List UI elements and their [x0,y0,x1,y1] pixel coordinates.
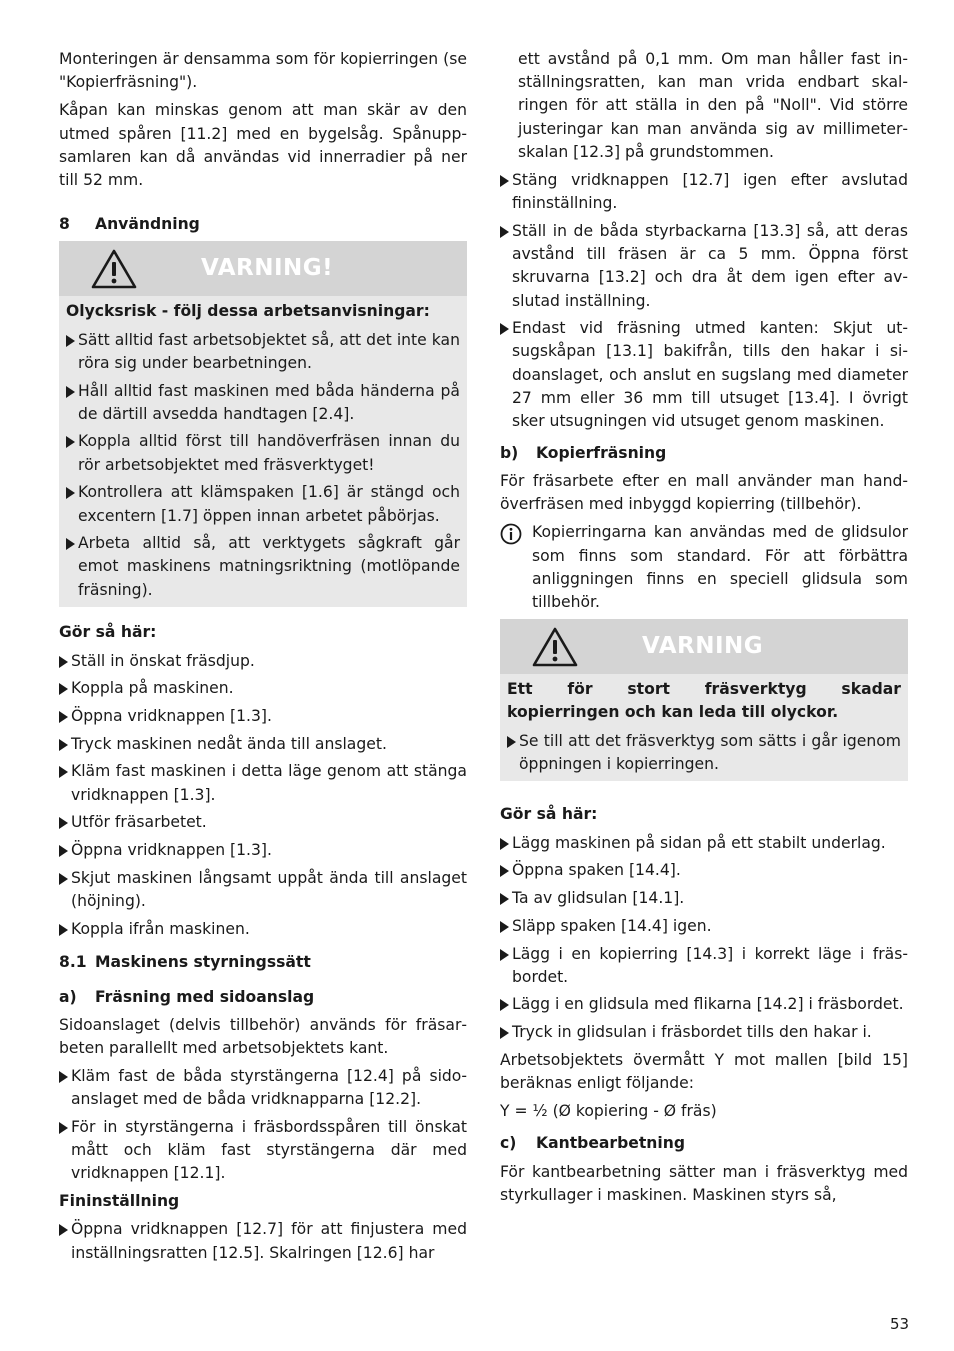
bullet-arrow-icon [66,538,75,550]
subsection-title: Kantbearbetning [536,1134,686,1153]
howto-item: Öppna vridknappen [1.3]. [59,839,467,862]
list-item: Ställ in de båda styrbackarna [13.3] så, att deras avstånd till fräsen är ca 5 mm. Öppna först skruvarna [13.2] och dra åt dem igen efter avslutad inställning. [500,220,908,313]
howto-item: Ställ in önskat fräsdjup. [59,650,467,673]
warning-box-left [59,241,467,607]
info-icon [500,523,522,545]
bullet-arrow-icon [66,335,75,347]
howto-item: Koppla ifrån maskinen. [59,918,467,941]
warning-title: VARNING [642,633,764,660]
howto-item: Kläm fast maskinen i detta läge genom att stänga vridknappen [1.3]. [59,760,467,806]
bullet-arrow-icon [500,323,509,335]
subsection-letter: b) [500,443,519,462]
bullet-arrow-icon [500,921,509,933]
fine-adjustment-heading: Fininställning [59,1192,180,1211]
warning-triangle-icon [532,627,578,667]
warning-box-right [500,619,908,781]
calculation-paragraph: Arbetsobjektets övermått Y mot mallen [bild 15] beräknas enligt följande: [500,1050,908,1093]
right-column [500,48,908,1212]
bullet-arrow-icon [500,838,509,850]
subsection-b-heading [500,442,908,465]
section-8-heading [59,213,467,236]
bullet-arrow-icon [59,656,68,668]
warning-item: Arbeta alltid så, att verktygets sågkraft går emot maskinens matningsriktning (motlöpande fräsning). [66,532,460,602]
section-number: 8.1 [59,953,87,972]
bullet-arrow-icon [59,845,68,857]
section-title: Maskinens styrningssätt [95,953,311,972]
bullet-arrow-icon [500,226,509,238]
subsection-a-paragraph: Sidoanslaget (delvis tillbehör) används för fräsarbeten parallellt med arbetsobjektets kant. [59,1015,467,1057]
warning-item: Kontrollera att klämspaken [1.6] är stängd och excentern [1.7] öppen innan arbetet påbörjas. [66,481,460,527]
subsection-b-paragraph: För fräsarbete efter en mall använder man handöverfräsen med inbyggd kopierring (tillbehör). [500,471,908,514]
warning-body [500,674,908,781]
subsection-title: Fräsning med sidoanslag [95,987,315,1006]
section-8-1-heading [59,951,467,974]
intro-paragraph-1: Monteringen är densamma som för kopierringen (se "Kopierfräsning"). [59,50,467,92]
howto-item: Lägg i en glidsula med flikarna [14.2] i fräsbordet. [500,993,908,1016]
warning-item: Sätt alltid fast arbetsobjektet så, att det inte kan röra sig under bearbetningen. [66,329,460,375]
page-number: 53 [890,1315,910,1333]
bullet-arrow-icon [59,766,68,778]
warning-item: Se till att det fräsverktyg som sätts i går igenom öppningen i kopierringen. [507,730,901,776]
howto-item: Öppna vridknappen [1.3]. [59,705,467,728]
section-number: 8 [59,215,70,234]
bullet-arrow-icon [66,386,75,398]
bullet-arrow-icon [59,924,68,936]
bullet-arrow-icon [507,736,516,748]
left-column [59,48,467,1269]
howto-heading: Gör så här: [500,805,598,824]
warning-header [500,619,908,674]
bullet-arrow-icon [500,175,509,187]
list-item: Öppna vridknappen [12.7] för att finjustera med inställningsratten [12.5]. Skalringen [12.6] har [59,1218,467,1264]
bullet-arrow-icon [59,817,68,829]
list-item: Endast vid fräsning utmed kanten: Skjut utsugskåpan [13.1] bakifrån, tills den hakar i sidoanslaget, och anslut en sugslang med diameter 27 mm eller 36 mm till utsuget [13.4]. I övrigt sker utsugningen vid utsuget genom maskinen. [500,317,908,433]
warning-header [59,241,467,296]
bullet-arrow-icon [59,1122,68,1134]
howto-item: Öppna spaken [14.4]. [500,859,908,882]
formula: Y = ½ (Ø kopiering - Ø fräs) [500,1102,717,1121]
warning-body [59,296,467,607]
bullet-arrow-icon [500,999,509,1011]
bullet-arrow-icon [59,739,68,751]
subsection-title: Kopierfräsning [536,443,667,462]
bullet-arrow-icon [500,893,509,905]
warning-item: Håll alltid fast maskinen med båda händerna på de därtill avsedda handtagen [2.4]. [66,380,460,426]
subsection-letter: a) [59,987,77,1006]
bullet-arrow-icon [500,1027,509,1039]
info-note [500,521,908,614]
subsection-c-heading [500,1132,908,1155]
list-item: Kläm fast de båda styrstängerna [12.4] på sidoanslaget med de båda vridknapparna [12.2]. [59,1065,467,1111]
info-text: Kopierringarna kan användas med de glidsulor som finns som standard. För att förbättra anliggningen finns en speciell glidsula som tillbehör. [532,523,908,611]
bullet-arrow-icon [59,711,68,723]
bullet-arrow-icon [59,873,68,885]
bullet-arrow-icon [59,1071,68,1083]
subsection-a-heading [59,986,467,1009]
bullet-arrow-icon [66,436,75,448]
bullet-arrow-icon [500,949,509,961]
warning-triangle-icon [91,249,137,289]
bullet-arrow-icon [500,865,509,877]
warning-item: Koppla alltid först till handöverfräsen innan du rör arbetsobjektet med fräsverktyget! [66,430,460,476]
howto-item: Ta av glidsulan [14.1]. [500,887,908,910]
howto-item: Skjut maskinen långsamt uppåt ända till anslaget (höjning). [59,867,467,913]
warning-risk-text: Ett för stort fräsverktyg skadar kopierringen och kan leda till olyckor. [507,680,901,722]
howto-item: Tryck in glidsulan i fräsbordet tills den hakar i. [500,1021,908,1044]
howto-item: Koppla på maskinen. [59,677,467,700]
list-item: För in styrstängerna i fräsbordsspåren till önskat mått och kläm fast styrstängerna där med vridknappen [12.1]. [59,1116,467,1186]
howto-item: Släpp spaken [14.4] igen. [500,915,908,938]
howto-item: Lägg i en kopierring [14.3] i korrekt läge i fräsbordet. [500,943,908,989]
list-item: Stäng vridknappen [12.7] igen efter avslutad fininställning. [500,169,908,215]
intro-paragraph-2: Kåpan kan minskas genom att man skär av den utmed spåren [11.2] med en bygelsåg. Spånuppsamlaren kan då användas vid innerradier på ner till 52 mm. [59,101,467,190]
subsection-letter: c) [500,1134,517,1153]
continued-paragraph: ett avstånd på 0,1 mm. Om man håller fast inställningsratten, kan man vrida endbart skalringen för att ställa in den på "Noll". Vid större justeringar kan man använda sig av millimeterskalan [12.3] på grundstommen. [518,50,908,161]
warning-risk-text: Olycksrisk - följ dessa arbetsanvisningar: [66,302,430,321]
bullet-arrow-icon [59,683,68,695]
bullet-arrow-icon [66,487,75,499]
section-title: Användning [95,215,200,234]
bullet-arrow-icon [59,1224,68,1236]
howto-item: Lägg maskinen på sidan på ett stabilt underlag. [500,832,908,855]
howto-item: Tryck maskinen nedåt ända till anslaget. [59,733,467,756]
howto-heading: Gör så här: [59,623,157,642]
warning-title: VARNING! [201,255,334,282]
howto-item: Utför fräsarbetet. [59,811,467,834]
subsection-c-paragraph: För kantbearbetning sätter man i fräsverktyg med styrkullager i maskinen. Maskinen styrs så, [500,1162,908,1204]
